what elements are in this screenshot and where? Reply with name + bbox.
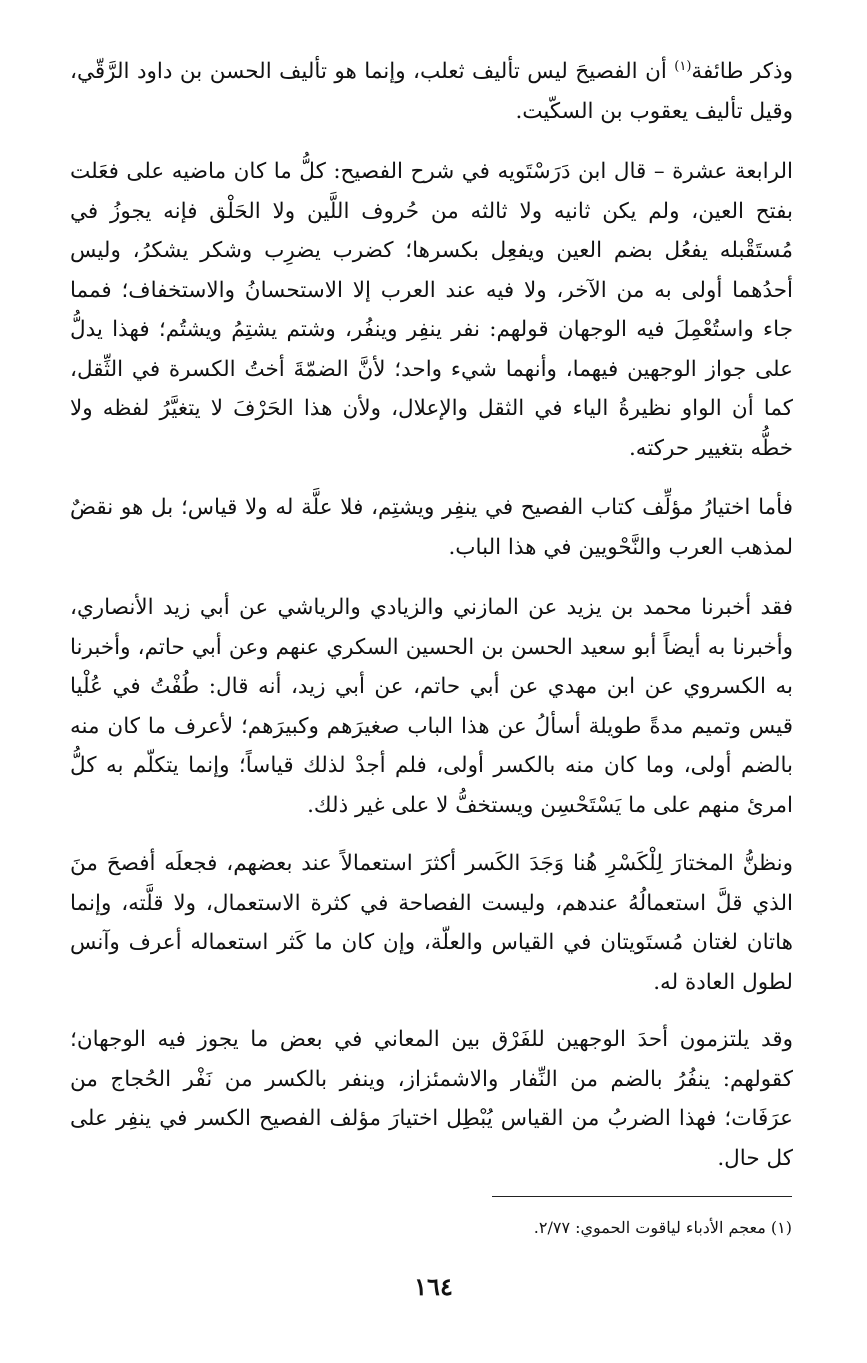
paragraph-3: فأما اختيارُ مؤلِّف كتاب الفصيح في ينفِر ويشتِم، فلا علَّة له ولا قياس؛ بل هو نقضٌ لمذهب العرب والنَّحْويين في هذا الباب. (70, 495, 793, 560)
paragraph-2: الرابعة عشرة – قال ابن دَرَسْتَويه في شرح الفصيح: كلُّ ما كان ماضيه على فعَلت بفتح العين، ولم يكن ثانيه ولا ثالثه من حُروف اللَّين ولا الحَلْق فإنه يجوزُ في مُستَقْبله يفعُل بضم العين ويفعِل بكسرها؛ كضرب يضرِب وشكر يشكرُ، وليس أحدُهما أولى به من الآخر، ولا فيه عند العرب إلا الاستحسانُ والاستخفاف؛ فمما جاء واستُعْمِلَ فيه الوجهان قولهم: نفر ينفِر وينفُر، وشتم يشتِمُ ويشتُم؛ فهذا يدلُّ على جواز الوجهين فيهما، وأنهما شيء واحد؛ لأنَّ الضمّةَ أختُ الكسرة في الثِّقل، كما أن الواو نظيرةُ الياء في الثقل والإعلال، ولأن هذا الحَرْفَ لا يتغيَّرُ لفظه ولا خطُّه بتغيير حركته. (70, 159, 793, 461)
paragraph-4: فقد أخبرنا محمد بن يزيد عن المازني والزيادي والرياشي عن أبي زيد الأنصاري، وأخبرنا به أيضاً أبو سعيد الحسن بن الحسين السكري عنهم وعن أبي حاتم، وأخبرنا به الكسروي عن ابن مهدي عن أبي حاتم، عن أبي زيد، أنه قال: طُفْتُ في عُلْيا قيس وتميم مدةً طويلة أسألُ عن هذا الباب صغيرَهم وكبيرَهم؛ لأعرف ما كان منه بالضم أولى، وما كان منه بالكسر أولى، فلم أجدْ لذلك قياساً؛ وإنما يتكلّم به كلُّ امرئ منهم على ما يَسْتَحْسِن ويستخفُّ لا على غير ذلك. (70, 595, 793, 818)
paragraph-1-rest: أن الفصيحَ ليس تأليف ثعلب، وإنما هو تأليف الحسن بن داود الرَّقّي، وقيل تأليف يعقوب بن السكّيت. (70, 59, 793, 124)
footnote: (١) معجم الأدباء لياقوت الحموي: ٢/٧٧. (533, 1218, 792, 1237)
footnote-divider (492, 1196, 792, 1197)
paragraph-1 (70, 52, 793, 131)
footnote-marker: (١) (674, 58, 692, 74)
page-number: ١٦٤ (414, 1272, 453, 1301)
paragraph-5: ونظنُّ المختارَ لِلْكَسْرِ هُنا وَجَدَ الكَسر أكثرَ استعمالاً عند بعضهم، فجعلَه أفصحَ منَ الذي قلَّ استعمالُهُ عندهم، وليست الفصاحة في كثرة الاستعمال، ولا قلَّته، وإنما هاتان لغتان مُستَويتان في القياس والعلّة، وإن كان ما كَثر استعماله أعرف وآنس لطول العادة له. (70, 851, 793, 995)
paragraph-6: وقد يلتزمون أحدَ الوجهين للفَرْق بين المعاني في بعض ما يجوز فيه الوجهان؛ كقولهم: ينفُرُ بالضم من النِّفار والاشمئزاز، وينفر بالكسر من نَفْر الحُجاج من عرَفَات؛ فهذا الضربُ من القياس يُبْطِل اختيارَ مؤلف الفصيح الكسر في ينفِر على كل حال. (70, 1027, 793, 1171)
paragraph-1-opening: وذكر طائفة (691, 59, 793, 84)
